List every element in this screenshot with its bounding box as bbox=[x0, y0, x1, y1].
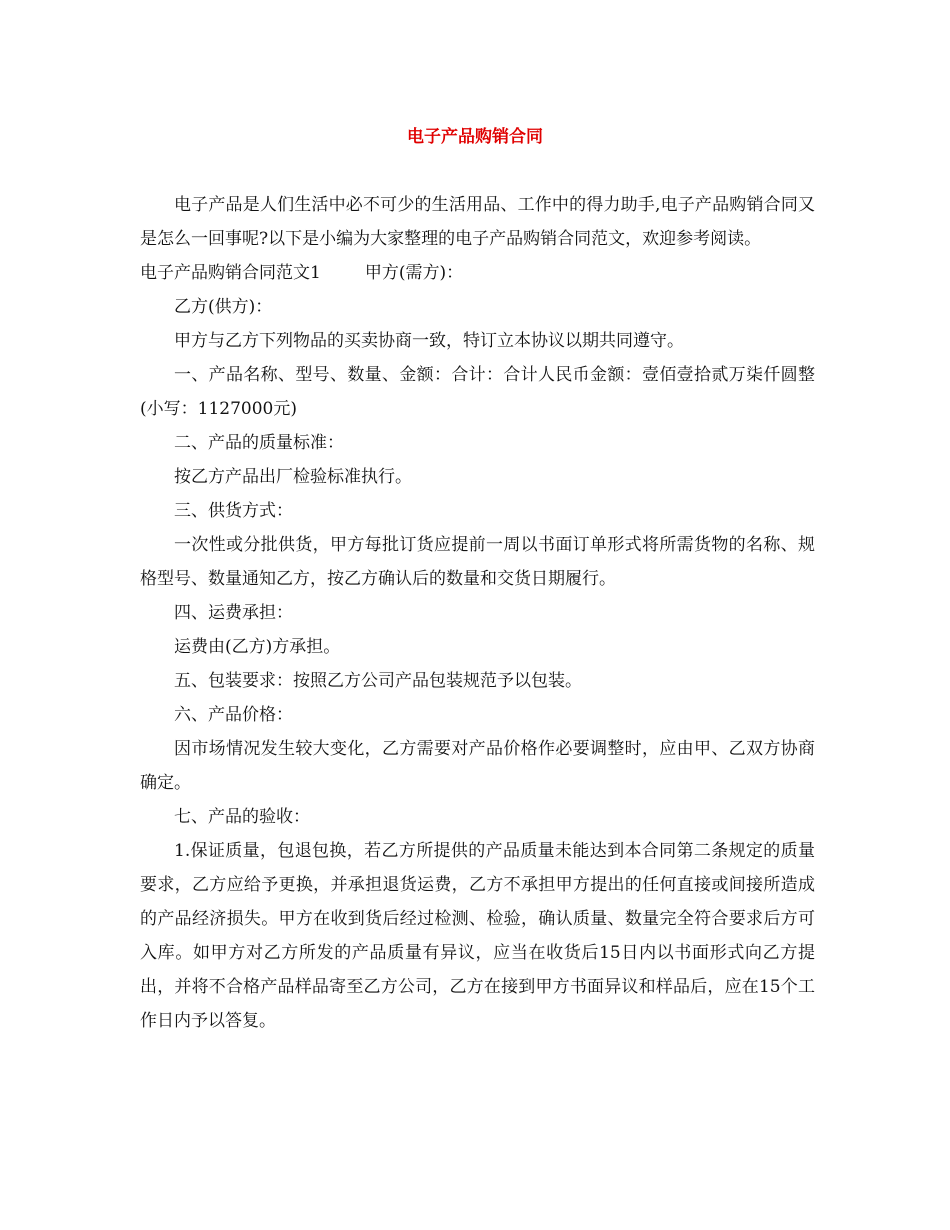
document-body bbox=[140, 188, 815, 1038]
party-b-label: 乙方(供方)： bbox=[174, 297, 273, 317]
section-4-heading: 四、运费承担： bbox=[174, 603, 293, 623]
sample-heading: 电子产品购销合同范文1 bbox=[140, 263, 321, 283]
document-title: 电子产品购销合同 bbox=[407, 127, 543, 147]
section-6-body: 因市场情况发生较大变化，乙方需要对产品价格作必要调整时，应由甲、乙双方协商确定。 bbox=[140, 739, 815, 793]
section-3-body: 一次性或分批供货，甲方每批订货应提前一周以书面订单形式将所需货物的名称、规格型号、数量通知乙方，按乙方确认后的数量和交货日期履行。 bbox=[140, 535, 815, 589]
party-a-label: 甲方(需方)： bbox=[364, 263, 464, 283]
section-1: 一、产品名称、型号、数量、金额：合计：合计人民币金额：壹佰壹拾贰万柒仟圆整(小写：1127000元) bbox=[140, 365, 815, 419]
section-2-body: 按乙方产品出厂检验标准执行。 bbox=[174, 467, 412, 487]
section-4-body: 运费由(乙方)方承担。 bbox=[174, 637, 341, 657]
section-3-heading: 三、供货方式： bbox=[174, 501, 293, 521]
section-6-heading: 六、产品价格： bbox=[174, 705, 293, 725]
section-7-heading: 七、产品的验收： bbox=[174, 807, 310, 827]
section-7-item-1: 1.保证质量，包退包换，若乙方所提供的产品质量未能达到本合同第二条规定的质量要求，乙方应给予更换，并承担退货运费，乙方不承担甲方提出的任何直接或间接所造成的产品经济损失。甲方在收到货后经过检测、检验，确认质量、数量完全符合要求后方可入库。如甲方对乙方所发的产品质量有异议，应当在收货后15日内以书面形式向乙方提出，并将不合格产品样品寄至乙方公司，乙方在接到甲方书面异议和样品后，应在15个工作日内予以答复。 bbox=[140, 841, 815, 1031]
agreement-paragraph: 甲方与乙方下列物品的买卖协商一致，特订立本协议以期共同遵守。 bbox=[174, 331, 684, 351]
section-5: 五、包装要求：按照乙方公司产品包装规范予以包装。 bbox=[174, 671, 582, 691]
sample-heading-line bbox=[140, 256, 815, 290]
intro-paragraph: 电子产品是人们生活中必不可少的生活用品、工作中的得力助手,电子产品购销合同又是怎么一回事呢?以下是小编为大家整理的电子产品购销合同范文，欢迎参考阅读。 bbox=[140, 195, 815, 249]
section-2-heading: 二、产品的质量标准： bbox=[174, 433, 344, 453]
